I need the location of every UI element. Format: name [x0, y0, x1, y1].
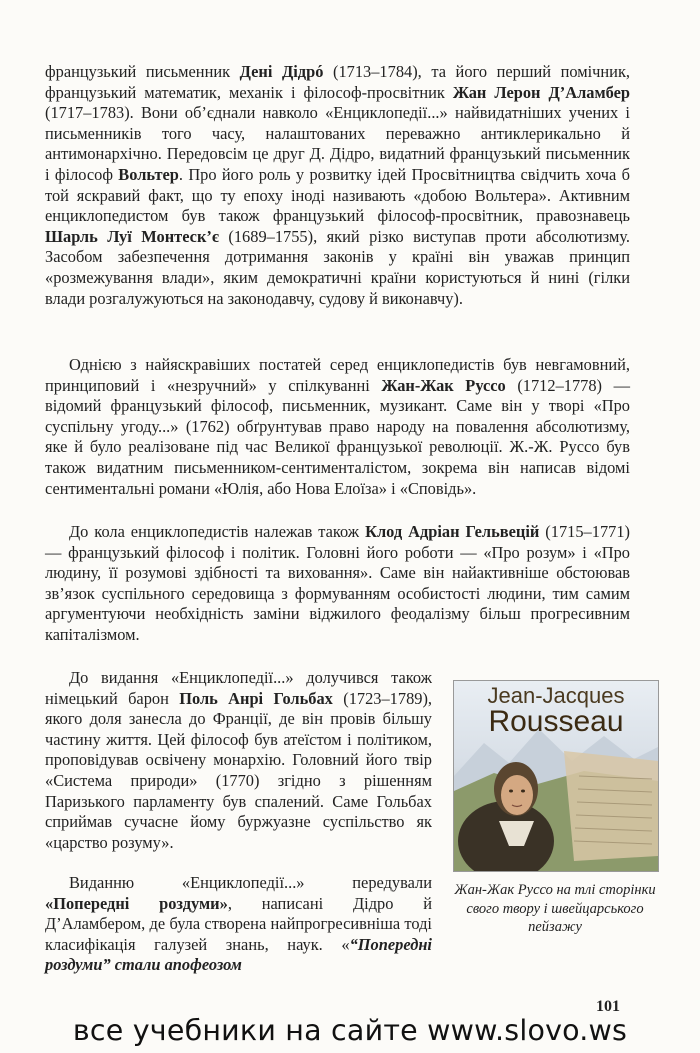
text-run: (1715–1771) — французький філософ і політик. Головні його роботи — «Про розум» і «Про людину, її розумові здібності та виховання». Саме він найактивніше обстоював зв’язок суспільного середовища з формуванням особистості людини, тим самим аргументуючи необхідність заміни віджилого феодалізму більш прогресивним капіталізмом.: [45, 522, 630, 644]
bold-name-helvetius: Клод Адріан Гельвецій: [365, 522, 540, 541]
bold-title-preliminary-thoughts: «Попередні роздуми»: [45, 893, 228, 913]
figure-caption: Жан-Жак Руссо на тлі сторінки свого твору і швейцарського пейзажу: [454, 882, 656, 935]
text-run: (1689–1755), який різко виступав проти абсолютизму. Засобом забезпечення дотримання законів у країні він уважав принцип «розмежування влади», яким демократичні країни користуються й нині (гілки влади розгалужуються на законодавчу, судову й виконавчу).: [45, 226, 630, 308]
rousseau-paragraph: [45, 355, 630, 499]
text-run: французький письменник: [45, 62, 240, 81]
text-run: (1723–1789), якого доля занесла до Франції, де він провів більшу частину життя. Цей філософ був атеїстом і політиком, проповідував освічену монархію. Головний його твір «Система природи» (1770) згідно з рішенням Паризького парламенту був спалений. Саме Гольбах сприймав сучасне йому буржуазне суспільство як «царство розуму».: [45, 688, 433, 852]
page-number: 101: [596, 998, 620, 1015]
rousseau-portrait-figure: [453, 680, 659, 872]
text-run: Виданню «Енциклопедії...» передували: [69, 873, 432, 892]
bold-name-montesquieu: Шарль Луї Монтеск’є: [45, 226, 219, 246]
text-run: Однією з найяскравіших постатей серед енциклопедистів був невгамовний, принциповий і «незручний» у спілкуванні: [45, 355, 630, 395]
bold-name-rousseau: Жан-Жак Руссо: [381, 375, 506, 395]
text-run: До видання «Енциклопедії...» долучився також німецький барон: [45, 668, 432, 708]
italic-quote: “Попередні роздуми” стали апофеозом: [45, 934, 432, 975]
bold-name-holbach: Поль Анрі Гольбах: [179, 688, 333, 708]
bold-name-voltaire: Вольтер: [118, 164, 179, 184]
bold-name-diderot: Дені Дідрó: [239, 62, 324, 81]
figure-title-first-name: Jean-Jacques: [487, 683, 625, 708]
figure-title-last-name: Rousseau: [488, 705, 624, 738]
bold-name-dalembert: Жан Лерон Д’Аламбер: [452, 82, 630, 102]
text-run: До кола енциклопедистів належав також: [69, 522, 366, 541]
text-run: (1712–1778) — відомий французький філософ, письменник, музикант. Саме він у творі «Про суспільну угоду...» (1762) обґрунтував право народу на повалення абсолютизму, яке й було реалізоване під час Великої французької революції. Ж.-Ж. Руссо був також видатним письменником-сентименталістом, зокрема він написав відомі сентиментальні романи «Юлія, або Нова Елоїза» і «Сповідь».: [45, 375, 630, 498]
text-run: , написані Дідро й Д’Аламбером, де була створена найпрогресивніша тоді класифікація галузей знань, наук. «: [45, 893, 432, 954]
text-run: (1717–1783). Вони об’єднали навколо «Енциклопедії...» найвидатніших учених і письменників того часу, налаштованих переважно антиклерикально й антимонархічно. Передовсім це друг Д. Дідро, видатний французький письменник і філософ: [45, 103, 630, 184]
text-run: (1713–1784), та його перший помічник, французький математик, механік і філософ-просвітник: [45, 62, 631, 102]
footer-watermark-text: все учебники на сайте www.slovo.ws: [72, 1014, 628, 1047]
text-run: . Про його роль у розвитку ідей Просвітництва свідчить хоча б той яскравий факт, що ту епоху іноді називають «добою Вольтера». Активним енциклопедистом був також французький філософ-просвітник, правознавець: [45, 164, 630, 226]
preliminary-paragraph: [45, 873, 432, 976]
top-paragraph: [45, 62, 630, 309]
holbach-paragraph: [45, 668, 432, 853]
helvetius-paragraph: [45, 522, 630, 646]
